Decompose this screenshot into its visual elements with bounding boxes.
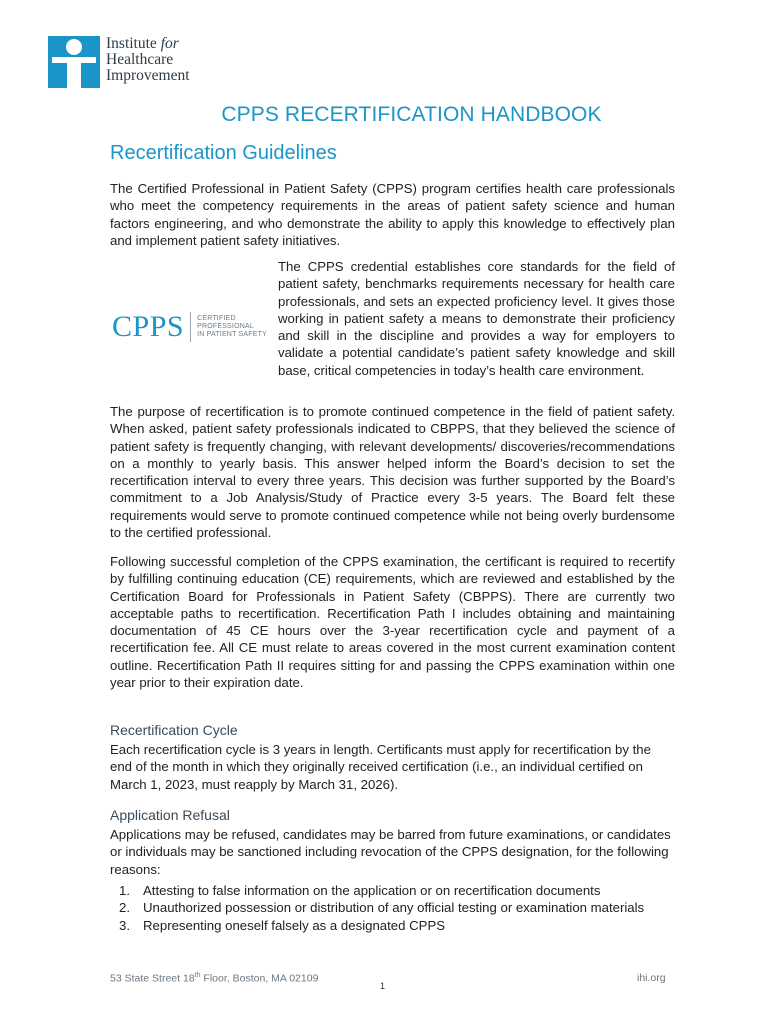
credential-paragraph: The CPPS credential establishes core standards for the field of patient safety, benchmarks requirements necessary for health care professionals, and sets an expected proficiency level. It gives those working in patient safety a means to demonstrate their proficiency and skill in the discipline and provides a way for employers to validate a potential candidate’s patient safety knowledge and skill base, critical competencies in today’s health care environment. — [278, 259, 675, 378]
following-paragraph: Following successful completion of the CPPS examination, the certificant is required to recertify by fulfilling continuing education (CE) requirements, which are reviewed and established by the Certification Board for Professionals in Patient Safety (CBPPS). There are currently two acceptable paths to recertification. Recertification Path I includes obtaining and maintaining documentation of 45 CE hours over the 3-year recertification cycle and payment of a recertification fee. All CE must relate to areas covered in the most current examination content outline. Recertification Path II requires sitting for and passing the CPPS examination within one year prior to their expiration date. — [110, 554, 675, 691]
cycle-heading: Recertification Cycle — [110, 722, 238, 738]
list-item: 3. Representing oneself falsely as a designated CPPS — [119, 917, 446, 933]
list-item: 2. Unauthorized possession or distribution of any official testing or examination materials — [119, 900, 645, 916]
cpps-logo — [112, 310, 267, 344]
cpps-logo-tagline: CERTIFIED PROFESSIONAL IN PATIENT SAFETY — [197, 315, 267, 338]
cpps-logo-divider — [190, 312, 191, 342]
footer-address: 53 State Street 18th Floor, Boston, MA 02109 — [110, 972, 319, 985]
list-item: 1. Attesting to false information on the application or on recertification documents — [119, 883, 601, 898]
page-number: 1 — [380, 981, 386, 991]
section-heading: Recertification Guidelines — [110, 142, 337, 164]
cycle-paragraph: Each recertification cycle is 3 years in length. Certificants must apply for recertification by the end of the month in which they originally received certification (i.e., an individual certified on March 1, 2023, must reapply by March 31, 2026). — [110, 742, 651, 792]
refusal-paragraph: Applications may be refused, candidates may be barred from future examinations, or candidates or individuals may be sanctioned including revocation of the CPPS designation, for the following reasons: — [110, 827, 671, 877]
cpps-logo-word: CPPS — [112, 310, 185, 343]
logo-wordmark: Institute for Healthcare Improvement — [106, 35, 190, 84]
purpose-paragraph: The purpose of recertification is to promote continued competence in the field of patient safety. When asked, patient safety professionals indicated to CBPPS, that they believed the science of patient safety is frequently changing, with relevant developments/ discoveries/recommendations on a monthly to yearly basis. This answer helped inform the Board’s decision to set the recertification interval to every three years. This decision was further supported by the Board’s commitment to a Job Analysis/Study of Practice every 3-5 years. The Board felt these requirements would serve to promote continued competence while not being overly burdensome to the certified professional. — [110, 404, 675, 541]
refusal-reasons-list — [110, 882, 650, 934]
ihi-logo — [48, 36, 190, 88]
footer-website-link[interactable]: ihi.org — [637, 972, 666, 984]
refusal-heading: Application Refusal — [110, 807, 230, 823]
ihi-logo-icon — [48, 36, 100, 88]
intro-paragraph: The Certified Professional in Patient Safety (CPPS) program certifies health care professionals who meet the competency requirements in the areas of patient safety science and human factors engineering, and who demonstrate the ability to apply this knowledge to effectively plan and implement patient safety initiatives. — [110, 181, 675, 248]
document-title: CPPS RECERTIFICATION HANDBOOK — [221, 103, 602, 126]
